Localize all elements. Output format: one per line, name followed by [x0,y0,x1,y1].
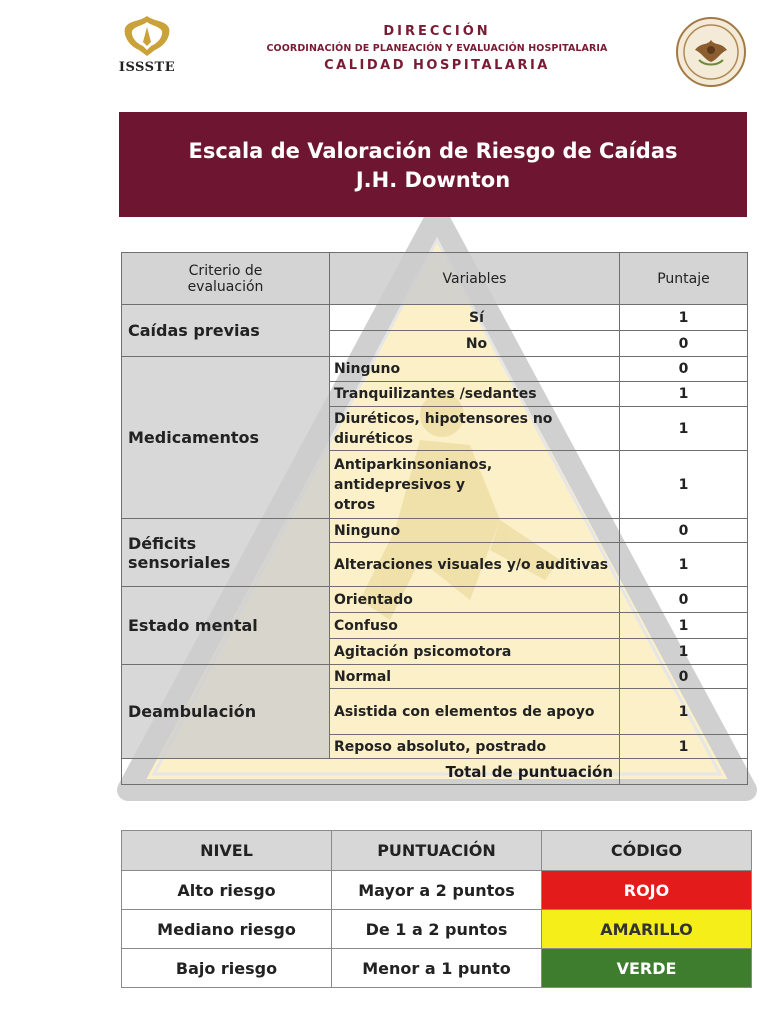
document-header [112,10,752,90]
table-row [122,665,748,689]
title-banner [119,112,747,217]
score-cell: 1 [620,735,748,759]
table-row [122,305,748,331]
level-row-alto [122,871,752,910]
total-label: Total de puntuación [122,759,620,785]
variable-cell: Sí [330,305,620,331]
score-cell: 1 [620,543,748,587]
score-cell: 1 [620,689,748,735]
issste-logo-icon [119,12,175,60]
criterion-estado-mental: Estado mental [122,587,330,665]
score-cell: 1 [620,382,748,407]
risk-level-table [121,830,752,988]
nivel-cell: Alto riesgo [122,871,332,910]
criterion-deambulacion: Deambulación [122,665,330,759]
direccion-line: DIRECCIÓN [383,24,491,39]
nivel-header: NIVEL [122,831,332,871]
score-cell: 1 [620,613,748,639]
codigo-cell-amarillo: AMARILLO [542,910,752,949]
codigo-cell-verde: VERDE [542,949,752,988]
codigo-cell-rojo: ROJO [542,871,752,910]
criterion-deficits-sensoriales: Déficits sensoriales [122,519,330,587]
puntuacion-header: PUNTUACIÓN [332,831,542,871]
criterio-header: Criterio de evaluación [122,253,330,305]
score-cell: 0 [620,331,748,357]
variable-cell: Ninguno [330,519,620,543]
scale-subtitle: J.H. Downton [355,167,511,192]
variable-cell: Antiparkinsonianos, antidepresivos y otros [330,451,620,519]
puntuacion-cell: Menor a 1 punto [332,949,542,988]
variable-cell: Alteraciones visuales y/o auditivas [330,543,620,587]
variable-cell: Ninguno [330,357,620,382]
coordinacion-line: COORDINACIÓN DE PLANEACIÓN Y EVALUACIÓN HOSPITALARIA [266,43,608,54]
codigo-header: CÓDIGO [542,831,752,871]
issste-logo [112,12,182,88]
variable-cell: Orientado [330,587,620,613]
table-row [122,519,748,543]
puntuacion-cell: Mayor a 2 puntos [332,871,542,910]
puntaje-header: Puntaje [620,253,748,305]
variable-cell: Reposo absoluto, postrado [330,735,620,759]
score-cell: 1 [620,451,748,519]
variable-cell: Normal [330,665,620,689]
variable-cell: No [330,331,620,357]
level-header-row [122,831,752,871]
variable-cell: Tranquilizantes /sedantes [330,382,620,407]
nivel-cell: Bajo riesgo [122,949,332,988]
table-header-row [122,253,748,305]
issste-logo-text: ISSSTE [118,60,176,75]
downton-scale-table [121,252,748,785]
coat-of-arms-seal-icon [675,16,747,88]
score-cell: 0 [620,665,748,689]
score-cell: 1 [620,407,748,451]
variable-cell: Confuso [330,613,620,639]
score-cell: 0 [620,519,748,543]
level-row-bajo [122,949,752,988]
criterion-medicamentos: Medicamentos [122,357,330,519]
total-row [122,759,748,785]
variable-cell: Agitación psicomotora [330,639,620,665]
scale-title: Escala de Valoración de Riesgo de Caídas [188,138,678,163]
criterion-caidas-previas: Caídas previas [122,305,330,357]
puntuacion-cell: De 1 a 2 puntos [332,910,542,949]
score-cell: 1 [620,639,748,665]
nivel-cell: Mediano riesgo [122,910,332,949]
score-cell: 1 [620,305,748,331]
calidad-line: CALIDAD HOSPITALARIA [324,58,550,73]
table-row [122,357,748,382]
variable-cell: Diuréticos, hipotensores no diuréticos [330,407,620,451]
variable-cell: Asistida con elementos de apoyo [330,689,620,735]
total-score-cell [620,759,748,785]
header-titles [202,24,672,73]
level-row-mediano [122,910,752,949]
table-row [122,587,748,613]
score-cell: 0 [620,587,748,613]
score-cell: 0 [620,357,748,382]
variables-header: Variables [330,253,620,305]
